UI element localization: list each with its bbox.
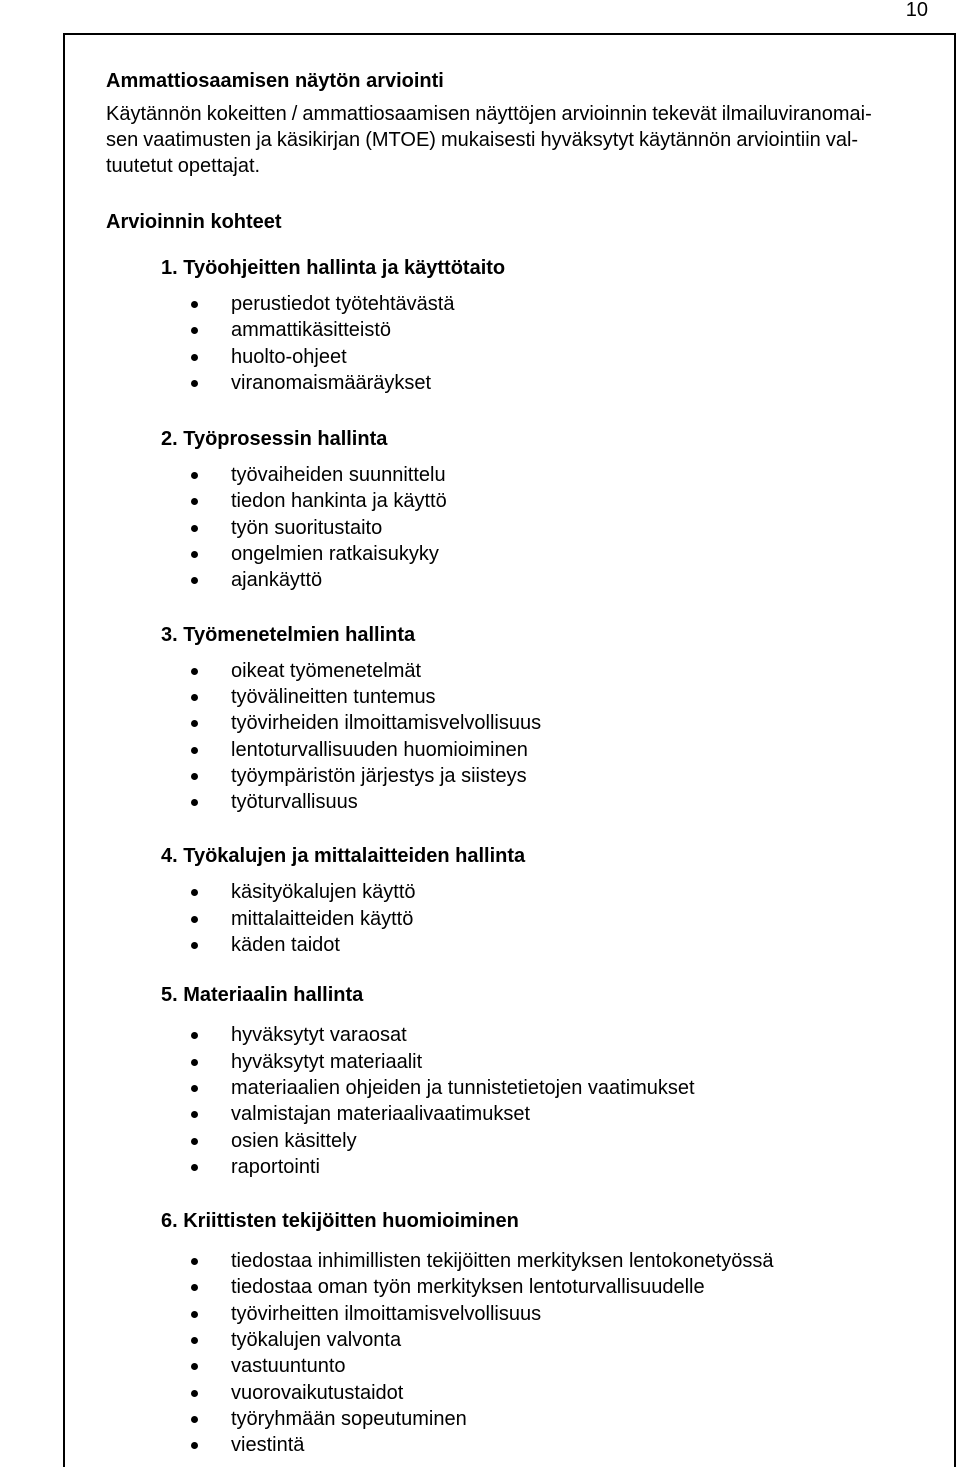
list-item-text: materiaalien ohjeiden ja tunnistetietojen vaatimukset (231, 1076, 695, 1099)
list-item-text: työvirheitten ilmoittamisvelvollisuus (231, 1302, 542, 1325)
bullet-icon (191, 773, 198, 780)
bullet-list (161, 879, 926, 958)
intro-paragraph (106, 101, 921, 179)
list-item-text: työvirheiden ilmoittamisvelvollisuus (231, 712, 542, 735)
bullet-icon (191, 551, 198, 558)
list-item (161, 906, 926, 932)
list-item-text: viestintä (231, 1434, 305, 1457)
list-item (161, 658, 926, 684)
bullet-icon (191, 668, 198, 675)
bullet-list (161, 1248, 926, 1458)
bullet-icon (191, 1258, 198, 1265)
section-heading: 1. Työohjeitten hallinta ja käyttötaito (161, 257, 506, 279)
bullet-icon (191, 1032, 198, 1039)
bullet-icon (191, 1337, 198, 1344)
list-item (161, 1327, 926, 1353)
list-item (161, 1022, 926, 1048)
bullet-icon (191, 942, 198, 949)
list-item-text: hyväksytyt varaosat (231, 1024, 407, 1047)
bullet-list (161, 291, 926, 396)
list-item-text: työvälineitten tuntemus (231, 685, 436, 708)
list-item-text: vuorovaikutustaidot (231, 1381, 404, 1404)
assessment-section (161, 622, 926, 816)
list-item (161, 1101, 926, 1127)
list-item-text: työturvallisuus (231, 791, 358, 814)
list-item (161, 1075, 926, 1101)
bullet-icon (191, 301, 198, 308)
list-item (161, 1248, 926, 1274)
list-item-text: oikeat työmenetelmät (231, 659, 422, 682)
list-item (161, 541, 926, 567)
list-item (161, 488, 926, 514)
list-item-text: huolto-ohjeet (231, 345, 347, 368)
bullet-icon (191, 1284, 198, 1291)
bullet-icon (191, 1164, 198, 1171)
document-title: Ammattiosaamisen näytön arviointi (106, 70, 444, 92)
list-item-text: työkalujen valvonta (231, 1329, 402, 1352)
list-item-text: ongelmien ratkaisukyky (231, 543, 439, 566)
list-item-text: perustiedot työtehtävästä (231, 293, 455, 315)
list-item-text: ajankäyttö (231, 569, 323, 592)
list-item-text: työympäristön järjestys ja siisteys (231, 764, 527, 787)
list-item-text: tiedostaa oman työn merkityksen lentoturvallisuudelle (231, 1276, 705, 1299)
assessment-section (161, 426, 926, 593)
list-item-text: tiedon hankinta ja käyttö (231, 490, 447, 513)
list-item-text: hyväksytyt materiaalit (231, 1050, 423, 1073)
list-item-text: valmistajan materiaalivaatimukset (231, 1103, 531, 1126)
bullet-icon (191, 1442, 198, 1449)
bullet-icon (191, 525, 198, 532)
bullet-icon (191, 577, 198, 584)
list-item-text: työvaiheiden suunnittelu (231, 464, 446, 487)
list-item (161, 1301, 926, 1327)
bullet-icon (191, 1363, 198, 1370)
intro-line: sen vaatimusten ja käsikirjan (MTOE) mukaisesti hyväksytyt käytännön arviointiin val- (106, 129, 859, 151)
bullet-icon (191, 1111, 198, 1118)
list-item (161, 370, 926, 396)
bullet-icon (191, 799, 198, 806)
assessment-section (161, 255, 926, 396)
list-item (161, 515, 926, 541)
list-item-text: mittalaitteiden käyttö (231, 907, 414, 930)
bullet-icon (191, 472, 198, 479)
bullet-icon (191, 916, 198, 923)
list-item (161, 789, 926, 815)
list-item (161, 291, 926, 317)
list-item (161, 1406, 926, 1432)
intro-line: Käytännön kokeitten / ammattiosaamisen näyttöjen arvioinnin tekevät ilmailuviranomai- (106, 103, 872, 125)
bullet-icon (191, 1390, 198, 1397)
list-item (161, 317, 926, 343)
section-heading: 6. Kriittisten tekijöitten huomioiminen (161, 1210, 519, 1233)
assessment-section (161, 1208, 926, 1458)
bullet-icon (191, 1311, 198, 1318)
list-item (161, 567, 926, 593)
bullet-list (161, 658, 926, 816)
list-item (161, 879, 926, 905)
section-heading: 3. Työmenetelmien hallinta (161, 623, 416, 646)
section-heading: 2. Työprosessin hallinta (161, 428, 388, 451)
list-item (161, 763, 926, 789)
list-item-text: käsityökalujen käyttö (231, 881, 416, 904)
bullet-icon (191, 720, 198, 727)
list-item-text: tiedostaa inhimillisten tekijöitten merkityksen lentokonetyössä (231, 1250, 774, 1273)
bullet-list (161, 462, 926, 593)
bullet-icon (191, 380, 198, 387)
assessment-sections (106, 255, 926, 1459)
list-item-text: lentoturvallisuuden huomioiminen (231, 738, 528, 761)
list-item (161, 932, 926, 958)
list-item-text: työryhmään sopeutuminen (231, 1407, 467, 1430)
bullet-icon (191, 1059, 198, 1066)
list-item (161, 1274, 926, 1300)
assessment-section (161, 843, 926, 958)
list-item (161, 1432, 926, 1458)
list-item-text: työn suoritustaito (231, 516, 383, 539)
bullet-icon (191, 1416, 198, 1423)
list-item (161, 1049, 926, 1075)
document-body (106, 68, 926, 1459)
list-item-text: ammattikäsitteistö (231, 319, 392, 342)
bullet-list (161, 1022, 926, 1180)
bullet-icon (191, 327, 198, 334)
bullet-icon (191, 498, 198, 505)
list-item-text: vastuuntunto (231, 1355, 346, 1378)
list-item (161, 462, 926, 488)
list-item-text: käden taidot (231, 934, 340, 957)
list-item (161, 1353, 926, 1379)
list-item-text: osien käsittely (231, 1129, 357, 1152)
bullet-icon (191, 354, 198, 361)
list-item (161, 1128, 926, 1154)
page-number: 10 (905, 0, 928, 21)
bullet-icon (191, 889, 198, 896)
bullet-icon (191, 747, 198, 754)
list-item (161, 1380, 926, 1406)
section-heading: 4. Työkalujen ja mittalaitteiden hallinta (161, 845, 526, 868)
section-subheading: Arvioinnin kohteet (106, 211, 282, 233)
bullet-icon (191, 694, 198, 701)
assessment-section (161, 982, 926, 1180)
list-item (161, 1154, 926, 1180)
list-item (161, 684, 926, 710)
list-item-text: raportointi (231, 1155, 320, 1178)
bullet-icon (191, 1085, 198, 1092)
intro-line: tuutetut opettajat. (106, 155, 261, 177)
list-item-text: viranomaismääräykset (231, 371, 432, 394)
list-item (161, 710, 926, 736)
list-item (161, 344, 926, 370)
list-item (161, 737, 926, 763)
bullet-icon (191, 1138, 198, 1145)
section-heading: 5. Materiaalin hallinta (161, 984, 364, 1007)
